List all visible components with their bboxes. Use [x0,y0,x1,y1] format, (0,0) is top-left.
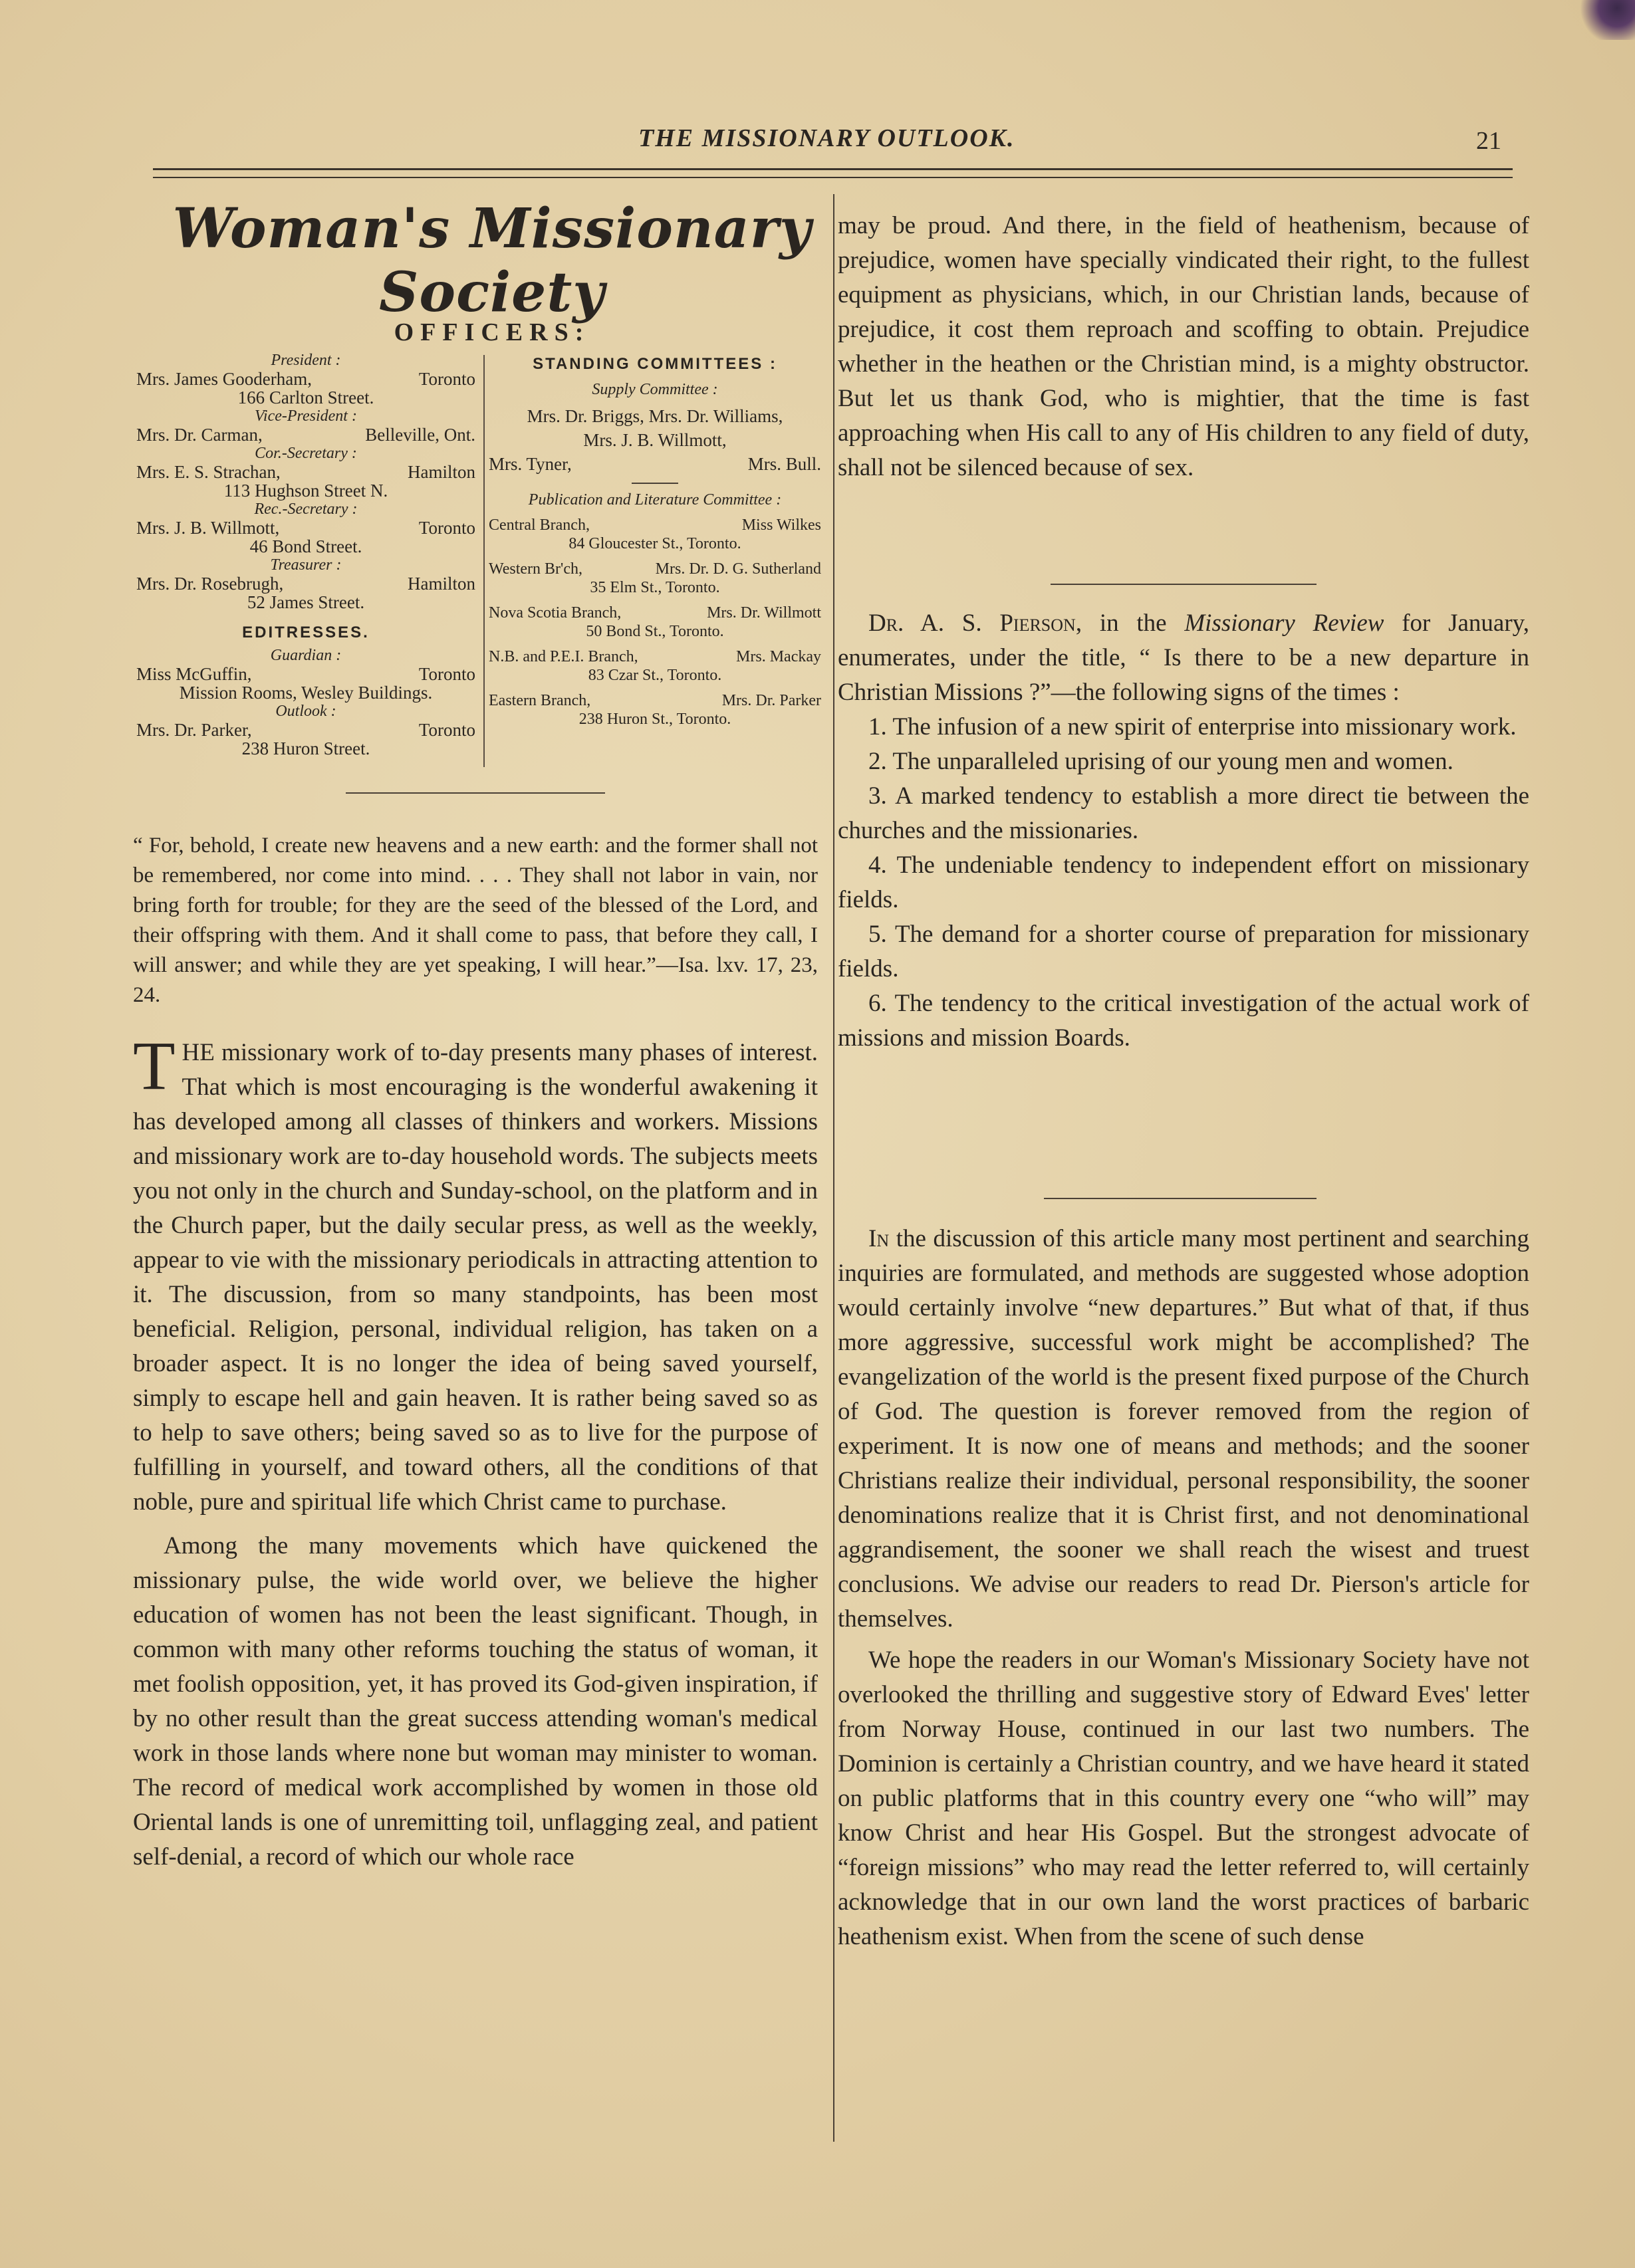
officers-divider [483,355,485,767]
rec-secretary-name: Mrs. J. B. Willmott, [136,518,280,538]
section-rule-right-1 [1051,584,1317,585]
supply-line-2: Mrs. J. B. Willmott, [583,430,727,450]
article-paragraph-1-text: HE missionary work of to-day presents many phases of interest. That which is most encouraging is the wonderful awakening it has developed among all classes of thinkers and workers. Missions and missionary work are to-day household words. The subjects meets you not only in the church and Sunday-school, on the platform and in the Church paper, but the daily secular press, as well as the weekly, appear to vie with the missionary periodicals in attracting attention to it. The discussion, from so many standpoints, has been most beneficial. Religion, personal, individual religion, has taken on a broader aspect. It is no longer the idea of being saved yourself, simply to escape hell and gain heaven. It is rather being saved so as to help to save others; being saved so as to live for the purpose of fulfilling in yourself, and toward others, all the conditions of that noble, pure and spiritual life which Christ came to purchase. [133,1039,818,1516]
drop-cap: T [133,1028,176,1104]
rec-secretary-line [136,518,475,537]
pierson-journal: Missionary Review [1184,610,1384,637]
supply-line-3 [489,455,821,473]
treasurer-line [136,574,475,593]
discussion-lead: In [868,1225,890,1252]
guardian-name: Miss McGuffin, [136,664,252,684]
discussion-text: the discussion of this article many most pertinent and searching inquiries are formulated, and methods are suggested whose adoption would certainly involve “new departures.” But what of that, if thus more aggressive, successful work might be accomplished? The evangelization of the world is the present fixed purpose of the Church of God. The question is forever removed from the region of experiment. It is now one of means and methods; and the sooner Christians realize their individual, personal responsibility, the sooner denominations realize that it is Christ first, and not denominational aggrandisement, the sooner we shall reach the wisest and truest conclusions. We advise our readers to read Dr. Pierson's article for themselves. [838,1225,1529,1633]
rec-secretary-address: 46 Bond Street. [249,536,362,556]
page-number: 21 [1476,127,1501,155]
nova-scotia-branch: Nova Scotia Branch, [489,604,622,622]
eastern-branch-address: 238 Huron St., Toronto. [578,711,731,728]
vp-line [136,425,475,444]
western-branch: Western Br'ch, [489,560,583,578]
central-branch: Central Branch, [489,516,590,534]
officers-list [136,351,475,758]
supply-line-1: Mrs. Dr. Briggs, Mrs. Dr. Williams, [527,406,783,426]
outlook-line [136,721,475,739]
western-branch-address: 35 Elm St., Toronto. [590,579,720,596]
cor-secretary-role: Cor.-Secretary : [255,445,357,462]
central-branch-name: Miss Wilkes [741,516,821,534]
committees-heading: STANDING COMMITTEES : [533,355,777,373]
treasurer-city: Hamilton [408,574,475,594]
outlook-city: Toronto [418,720,475,740]
pierson-section [838,606,1529,1056]
running-header-title: THE MISSIONARY OUTLOOK. [638,124,1015,152]
vp-name: Mrs. Dr. Carman, [136,425,263,445]
president-address: 166 Carlton Street. [237,388,374,407]
ink-stain [1575,0,1635,40]
discussion-paragraph-2: We hope the readers in our Woman's Missionary Society have not overlooked the thrilling and suggestive story of Edward Eves' letter from Norway House, continued in our last two numbers. The Dominion is certainly a Christian country, and we have heard it stated on public platforms that in this country every one “who will” may know Christ and hear His Gospel. But the strongest advocate of “foreign missions” who may read the letter referred to, will certainly acknowledge that in our own land the worst practices of barbaric heathenism exist. When from the scene of such dense [838,1646,1529,1950]
supply-committee-title: Supply Committee : [592,381,718,398]
western-branch-line [489,560,821,578]
committees-rule [632,483,678,484]
eastern-branch: Eastern Branch, [489,692,591,709]
eastern-branch-name: Mrs. Dr. Parker [721,692,821,709]
article-left-column [133,1028,818,1874]
outlook-role: Outlook : [275,703,336,720]
rec-secretary-city: Toronto [418,518,475,538]
signs-item: 2. The unparalleled uprising of our young men and women. [868,748,1453,775]
eastern-branch-line [489,691,821,710]
president-city: Toronto [418,369,475,389]
header-rule-bottom [153,177,1513,178]
header-rule-top [153,168,1513,170]
guardian-line [136,665,475,683]
signs-item: 4. The undeniable tendency to independent effort on missionary fields. [838,851,1529,913]
masthead-title: Woman's Missionary Society [172,197,812,324]
article-continuation: may be proud. And there, in the field of heathenism, because of prejudice, women have specially vindicated their right, to the fullest equipment as physicians, which, in our Christian lands, because of prejudice, it cost them reproach and scoffing to obtain. Prejudice whether in the heathen or the Christian mind, is a mighty obstructor. But let us thank God, who is mightier, that the time is fast approaching when His call to any of His children to any field of duty, shall not be silenced because of sex. [838,212,1529,481]
nova-scotia-branch-line [489,604,821,622]
president-line [136,370,475,388]
nb-pei-branch: N.B. and P.E.I. Branch, [489,648,638,665]
pierson-intro-a: in the [1082,610,1185,637]
article-paragraph-1 [133,1028,818,1520]
section-rule-right-2 [1044,1198,1317,1199]
column-divider [833,194,834,2142]
discussion-section [838,1222,1529,1954]
vp-city: Belleville, Ont. [365,425,475,445]
nova-scotia-branch-address: 50 Bond St., Toronto. [586,623,724,640]
signs-item: 1. The infusion of a new spirit of enterprise into missionary work. [868,713,1517,740]
discussion-paragraph-1 [838,1222,1529,1637]
supply-member-tyner: Mrs. Tyner, [489,454,572,474]
cor-secretary-line [136,463,475,481]
treasurer-address: 52 James Street. [247,592,365,612]
guardian-role: Guardian : [270,647,342,664]
pierson-intro-b: for January, enumerates, under the title, “ Is there to be a new departure in Christian Missions ?”—the following signs of the times : [838,610,1530,706]
central-branch-line [489,516,821,534]
nb-pei-branch-name: Mrs. Mackay [736,648,821,665]
section-rule-left-1 [346,792,605,794]
central-branch-address: 84 Gloucester St., Toronto. [568,535,741,552]
editresses-heading: EDITRESSES. [242,624,370,641]
article-paragraph-2: Among the many movements which have quickened the missionary pulse, the wide world over, we believe the higher education of women has not been the least significant. Though, in common with many other reforms touching the status of woman, it met foolish opposition, yet, it has proved its God-given inspiration, if by no other result than the great success attending woman's medical work in those lands where none but woman may minister to woman. The record of medical work accomplished by women in those old Oriental lands is one of unremitting toil, unflagging zeal, and patient self-denial, a record of which our whole race [133,1532,818,1871]
publication-committee-title: Publication and Literature Committee : [528,491,782,509]
signs-item: 3. A marked tendency to establish a more direct tie between the churches and the missionaries. [838,782,1529,844]
vp-role: Vice-President : [255,407,357,425]
guardian-city: Toronto [418,664,475,684]
nb-pei-branch-line [489,647,821,666]
outlook-address: 238 Huron Street. [241,738,370,758]
officers-heading: OFFICERS: [394,318,590,346]
cor-secretary-city: Hamilton [408,462,475,482]
treasurer-name: Mrs. Dr. Rosebrugh, [136,574,284,594]
signs-item: 6. The tendency to the critical investigation of the actual work of missions and mission Boards. [838,990,1529,1052]
cor-secretary-name: Mrs. E. S. Strachan, [136,462,281,482]
signs-item: 5. The demand for a shorter course of preparation for missionary fields. [838,921,1529,982]
western-branch-name: Mrs. Dr. D. G. Sutherland [655,560,821,578]
nova-scotia-branch-name: Mrs. Dr. Willmott [707,604,821,622]
rec-secretary-role: Rec.-Secretary : [254,501,358,518]
pierson-lead: Dr. A. S. Pierson, [868,610,1082,637]
president-name: Mrs. James Gooderham, [136,369,312,389]
president-role: President : [271,352,341,369]
outlook-name: Mrs. Dr. Parker, [136,720,252,740]
cor-secretary-address: 113 Hughson Street N. [223,481,388,501]
nb-pei-branch-address: 83 Czar St., Toronto. [588,667,722,684]
scripture-verse: “ For, behold, I create new heavens and a new earth: and the former shall not be remembered, nor come into mind. . . . They shall not labor in vain, nor bring forth for trouble; for they are the seed of the blessed of the Lord, and their offspring with them. And it shall come to pass, that before they call, I will answer; and while they are yet speaking, I will hear.”—Isa. lxv. 17, 23, 24. [133,834,818,1007]
guardian-address: Mission Rooms, Wesley Buildings. [179,683,433,703]
treasurer-role: Treasurer : [270,556,342,574]
supply-member-bull: Mrs. Bull. [747,454,821,474]
committees-list [489,355,821,729]
pierson-intro [838,606,1529,710]
